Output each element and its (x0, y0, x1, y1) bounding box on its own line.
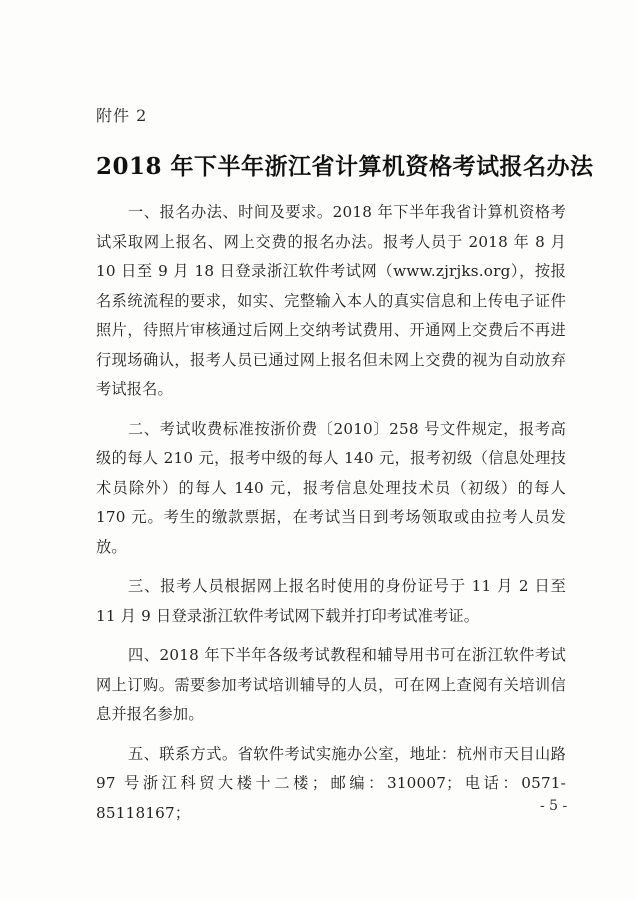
document-title: 2018 年下半年浙江省计算机资格考试报名办法 (96, 153, 594, 180)
paragraph-fees: 二、考试收费标准按浙价费〔2010〕258 号文件规定，报考高级的每人 210 元，报考中级的每人 140 元，报考初级（信息处理技术员除外）的每人 140 元，报考信息处理技术员（初级）的每人 170 元。考生的缴款票据，在考试当日到考场领取或由拉考人员发放。 (96, 419, 566, 556)
paragraph-admission-ticket: 三、报考人员根据网上报名时使用的身份证号于 11 月 2 日至 11 月 9 日登录浙江软件考试网下载并打印考试准考证。 (96, 577, 566, 625)
paragraph-training: 四、2018 年下半年各级考试教程和辅导用书可在浙江软件考试网上订购。需要参加考试培训辅导的人员，可在网上查阅有关培训信息并报名参加。 (96, 646, 566, 723)
attachment-label: 附件 2 (96, 106, 148, 125)
paragraph-registration: 一、报名办法、时间及要求。2018 年下半年我省计算机资格考试采取网上报名、网上交费的报名办法。报考人员于 2018 年 8 月 10 日至 9 月 18 日登录浙江软件考试网（www.zjrjks.org），按报名系统流程的要求，如实、完整输入本人的真实信息和上传电子证件照片，待照片审核通过后网上交纳考试费用、开通网上交费后不再进行现场确认，报考人员已通过网上报名但未网上交费的视为自动放弃考试报名。 (96, 203, 566, 398)
paragraph-contact: 五、联系方式。省软件考试实施办公室，地址：杭州市天目山路 97 号浙江科贸大楼十二楼；邮编：310007；电话：0571-85118167； (96, 744, 566, 822)
page-number: - 5 - (540, 798, 568, 814)
document-body (96, 198, 566, 838)
